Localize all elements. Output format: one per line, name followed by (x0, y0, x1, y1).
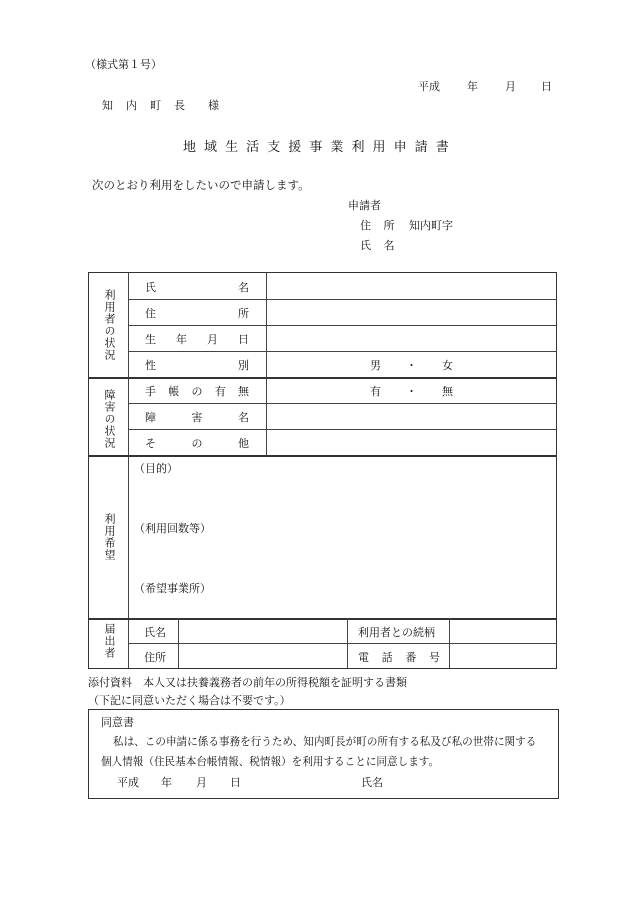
notifier-name-label: 氏名 (144, 626, 166, 639)
row-divider (128, 351, 557, 352)
label-char: 無 (238, 385, 249, 398)
section-label-disability-status: 障害の状況 (103, 389, 116, 449)
label-char: 番 (405, 651, 417, 664)
label-char: 生 (145, 333, 156, 346)
attachment-note: 添付資料 本人又は扶養義務者の前年の所得税額を証明する書類 (88, 676, 407, 689)
label-char: 性 (145, 359, 156, 372)
section-divider (89, 377, 556, 379)
label-char: 所 (238, 307, 249, 320)
label-char: 月 (207, 333, 218, 346)
addressee-char: 長 (174, 99, 185, 112)
label-char: 帳 (168, 385, 180, 398)
consent-date-line[interactable] (117, 774, 247, 788)
section-divider (89, 618, 556, 620)
notifier-relation-value[interactable] (455, 624, 551, 638)
addressee-char: 町 (150, 99, 161, 112)
separator-dot: ・ (406, 359, 417, 372)
row-label-birthdate (145, 331, 249, 347)
label-char: 害 (191, 411, 203, 424)
addressee-honorific: 様 (208, 99, 219, 112)
form-number: （様式第１号） (85, 58, 162, 71)
era-label: 平成 (418, 80, 440, 93)
consent-body-line2: 個人情報（住民基本台帳情報、税情報）を利用することに同意します。 (101, 756, 440, 768)
era-label: 平成 (117, 776, 139, 789)
applicant-name-row (360, 237, 395, 253)
label-char: 手 (145, 385, 156, 398)
notifier-relation-label: 利用者との続柄 (358, 626, 435, 639)
notifier-address-value[interactable] (184, 649, 344, 663)
row-label-address (145, 305, 249, 321)
label-char: 年 (176, 333, 187, 346)
year-label: 年 (161, 776, 172, 789)
month-label: 月 (196, 776, 207, 789)
row-label-other (145, 435, 249, 451)
label-char: 電 (358, 651, 369, 664)
label-char: 号 (428, 651, 440, 664)
label-char: 名 (238, 281, 249, 294)
frequency-label[interactable]: （利用回数等） (134, 522, 211, 535)
section-label-notifier: 届出者 (103, 623, 116, 659)
facility-label[interactable]: （希望事業所） (134, 582, 211, 595)
gender-female[interactable]: 女 (442, 359, 453, 372)
column-divider (266, 273, 267, 455)
row-divider (128, 429, 557, 430)
address-label-char: 住 (360, 219, 371, 232)
column-divider (347, 618, 348, 668)
label-char: 日 (238, 333, 249, 346)
consent-body-line1: 私は、この申請に係る事務を行うため、知内町長が町の所有する私及び私の世帯に関する (113, 736, 537, 748)
notifier-phone-label (358, 649, 440, 665)
handbook-no[interactable]: 無 (442, 385, 453, 398)
label-char: 話 (381, 651, 393, 664)
handbook-yes[interactable]: 有 (370, 385, 381, 398)
year-label: 年 (467, 80, 478, 93)
section-label-usage-request: 利用希望 (103, 513, 116, 561)
day-label: 日 (541, 80, 552, 93)
day-label: 日 (230, 776, 241, 789)
consent-box (88, 709, 559, 799)
row-label-gender (145, 357, 249, 373)
application-table (88, 272, 557, 669)
addressee-char: 知 (102, 99, 113, 112)
notifier-name-value[interactable] (184, 624, 344, 638)
notifier-address-label: 住所 (144, 651, 166, 664)
label-char: 住 (145, 307, 156, 320)
intro-text: 次のとおり利用をしたいので申請します。 (92, 178, 310, 192)
column-divider (128, 273, 129, 668)
column-divider (449, 618, 450, 668)
label-char: 有 (214, 385, 226, 398)
address-label-char: 所 (383, 219, 395, 232)
section-divider (89, 455, 556, 457)
consent-title: 同意書 (101, 716, 134, 729)
row-divider (128, 299, 557, 300)
label-char: そ (145, 437, 156, 450)
label-char: 障 (145, 411, 156, 424)
label-char: の (191, 437, 203, 450)
label-char: 氏 (145, 281, 156, 294)
label-char: 他 (238, 437, 249, 450)
purpose-label[interactable]: （目的） (134, 462, 178, 475)
month-label: 月 (505, 80, 516, 93)
row-label-name (145, 279, 249, 295)
row-label-handbook (145, 383, 249, 399)
gender-male[interactable]: 男 (370, 359, 381, 372)
applicant-address-row (360, 217, 453, 233)
name-label-char: 名 (383, 239, 395, 252)
row-divider (128, 403, 557, 404)
label-char: 名 (238, 411, 249, 424)
name-label-char: 氏 (360, 239, 371, 252)
applicant-label: 申請者 (348, 199, 381, 212)
label-char: の (191, 385, 203, 398)
addressee-char: 内 (126, 99, 137, 112)
row-divider (128, 643, 557, 644)
row-divider (128, 325, 557, 326)
attachment-note-sub: （下記に同意いただく場合は不要です。） (88, 694, 291, 707)
column-divider (178, 618, 179, 668)
label-char: 別 (238, 359, 249, 372)
notifier-phone-value[interactable] (455, 649, 551, 663)
separator-dot: ・ (406, 385, 417, 398)
page-title: 地域生活支援事業利用申請書 (183, 140, 457, 155)
row-label-disability-name (145, 409, 249, 425)
applicant-address-value: 知内町字 (409, 219, 453, 232)
consent-name-label[interactable]: 氏名 (361, 776, 383, 789)
section-label-user-status: 利用者の状況 (103, 289, 116, 361)
